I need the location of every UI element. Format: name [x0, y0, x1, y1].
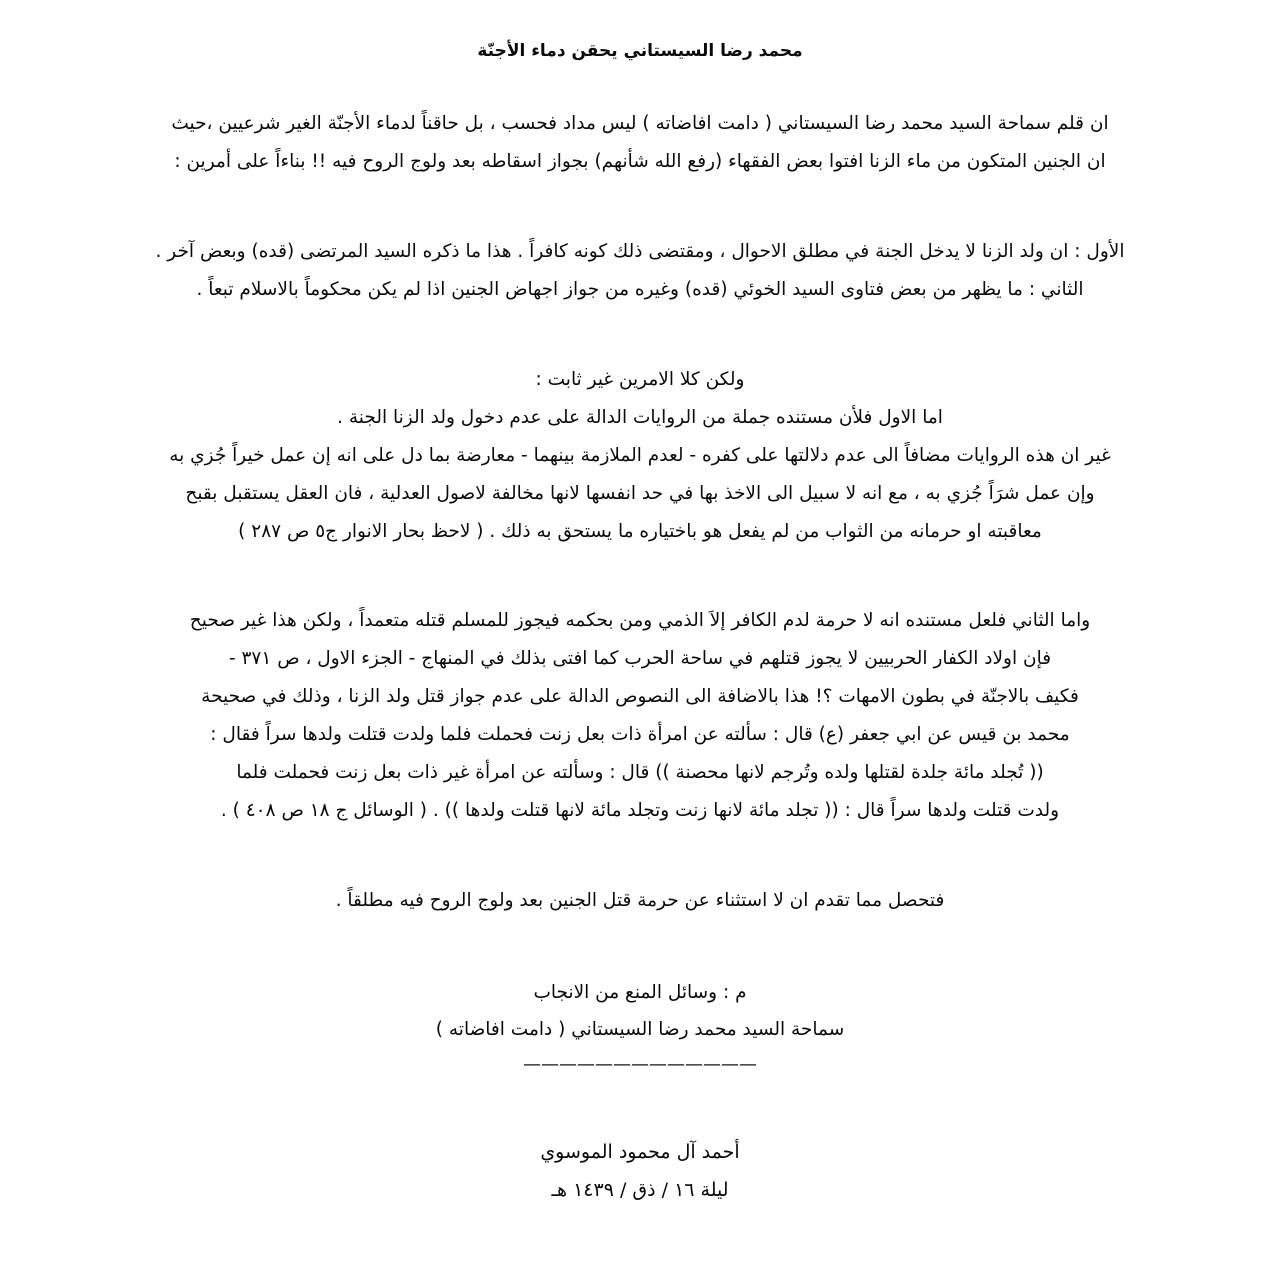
rebuttal-first-line-1: اما الاول فلأن مستنده جملة من الروايات الدالة على عدم دخول ولد الزنا الجنة . [337, 406, 943, 428]
intro-line-2: ان الجنين المتكون من ماء الزنا افتوا بعض الفقهاء (رفع الله شأنهم) بجواز اسقاطه بعد ولوج الروح فيه !! بناءاً على أمرين : [174, 151, 1106, 173]
rebuttal-second-line-3: فكيف بالاجنّة في بطون الامهات ؟! هذا بالاضافة الى النصوص الدالة على عدم جواز قتل ولد الزنا ، وذلك في صحيحة [201, 686, 1079, 708]
rebuttal-second-section [120, 602, 1160, 830]
rebuttal-second-line-2: فإن اولاد الكفار الحربيين لا يجوز قتلهم في ساحة الحرب كما افتى بذلك في المنهاج - الجزء الاول ، ص ٣٧١ - [228, 648, 1052, 670]
spacer [120, 207, 1160, 233]
rebuttal-second-line-6: ولدت قتلت ولدها سراً قال : (( تجلد مائة لانها زنت وتجلد مائة لانها قتلت ولدها )) . ( الوسائل ج ١٨ ص ٤٠٨ ) . [220, 800, 1060, 822]
rebuttal-heading: ولكن كلا الامرين غير ثابت : [535, 368, 745, 390]
rebuttal-second-line-1: واما الثاني فلعل مستنده انه لا حرمة لدم الكافر إلاَ الذمي ومن بحكمه فيجوز للمسلم قتله متعمداً ، ولكن هذا غير صحيح [189, 610, 1091, 632]
divider: ————————————— [523, 1053, 757, 1075]
signature-date: ليلة ١٦ / ذق / ١٤٣٩ هـ [551, 1178, 729, 1201]
signature-name: أحمد آل محمود الموسوي [540, 1140, 740, 1163]
conclusion-paragraph [120, 882, 1160, 920]
footer-block [120, 974, 1160, 1075]
rebuttal-second-line-5: (( تُجلد مائة جلدة لقتلها ولده وتُرجم لانها محصنة )) قال : وسألته عن امرأة غير ذات بعل زنت فحملت فلما [236, 762, 1044, 784]
rebuttal-second-line-4: محمد بن قيس عن ابي جعفر (ع) قال : سألته عن امرأة ذات بعل زنت فحملت فلما ولدت قتلت ولدها سراً فقال : [210, 724, 1070, 746]
rebuttal-first-line-3: وإن عمل شرَاً جُزي به ، مع انه لا سبيل الى الاخذ بها في حد انفسها لانها مخالفة لاصول العدلية ، فان العقل يستقبل بقبح [185, 482, 1095, 504]
rebuttal-first-line-2: غير ان هذه الروايات مضافاً الى عدم دلالتها على كفره - لعدم الملازمة بينهما - معارضة بما دل على انه إن عمل خيراً جُزي به [169, 444, 1111, 466]
intro-line-1: ان قلم سماحة السيد محمد رضا السيستاني ( دامت افاضاته ) ليس مداد فحسب ، بل حاقناً لدماء الأجنّة الغير شرعيين ،حيث [171, 113, 1109, 135]
spacer [120, 856, 1160, 882]
points-list [120, 233, 1160, 309]
signature-block [120, 1133, 1160, 1209]
point-first: الأول : ان ولد الزنا لا يدخل الجنة في مطلق الاحوال ، ومقتضى ذلك كونه كافراً . هذا ما ذكره السيد المرتضى (قده) وبعض آخر . [155, 241, 1125, 263]
intro-paragraph [120, 105, 1160, 181]
spacer [120, 335, 1160, 361]
footer-author-ref: سماحة السيد محمد رضا السيستاني ( دامت افاضاته ) [435, 1018, 845, 1040]
page-title: محمد رضا السيستاني يحقن دماء الأجنّة [477, 41, 803, 61]
conclusion-line: فتحصل مما تقدم ان لا استثناء عن حرمة قتل الجنين بعد ولوج الروح فيه مطلقاً . [335, 890, 945, 912]
rebuttal-section [120, 361, 1160, 551]
rebuttal-first-line-4: معاقبته او حرمانه من الثواب من لم يفعل هو باختياره ما يستحق به ذلك . ( لاحظ بحار الانوار ج٥ ص ٢٨٧ ) [238, 520, 1042, 542]
point-second: الثاني : ما يظهر من بعض فتاوى السيد الخوئي (قده) وغيره من جواز اجهاض الجنين اذا لم يكن محكوماً بالاسلام تبعاً . [196, 278, 1084, 300]
spacer [120, 576, 1160, 602]
footer-subject: م : وسائل المنع من الانجاب [533, 981, 747, 1003]
